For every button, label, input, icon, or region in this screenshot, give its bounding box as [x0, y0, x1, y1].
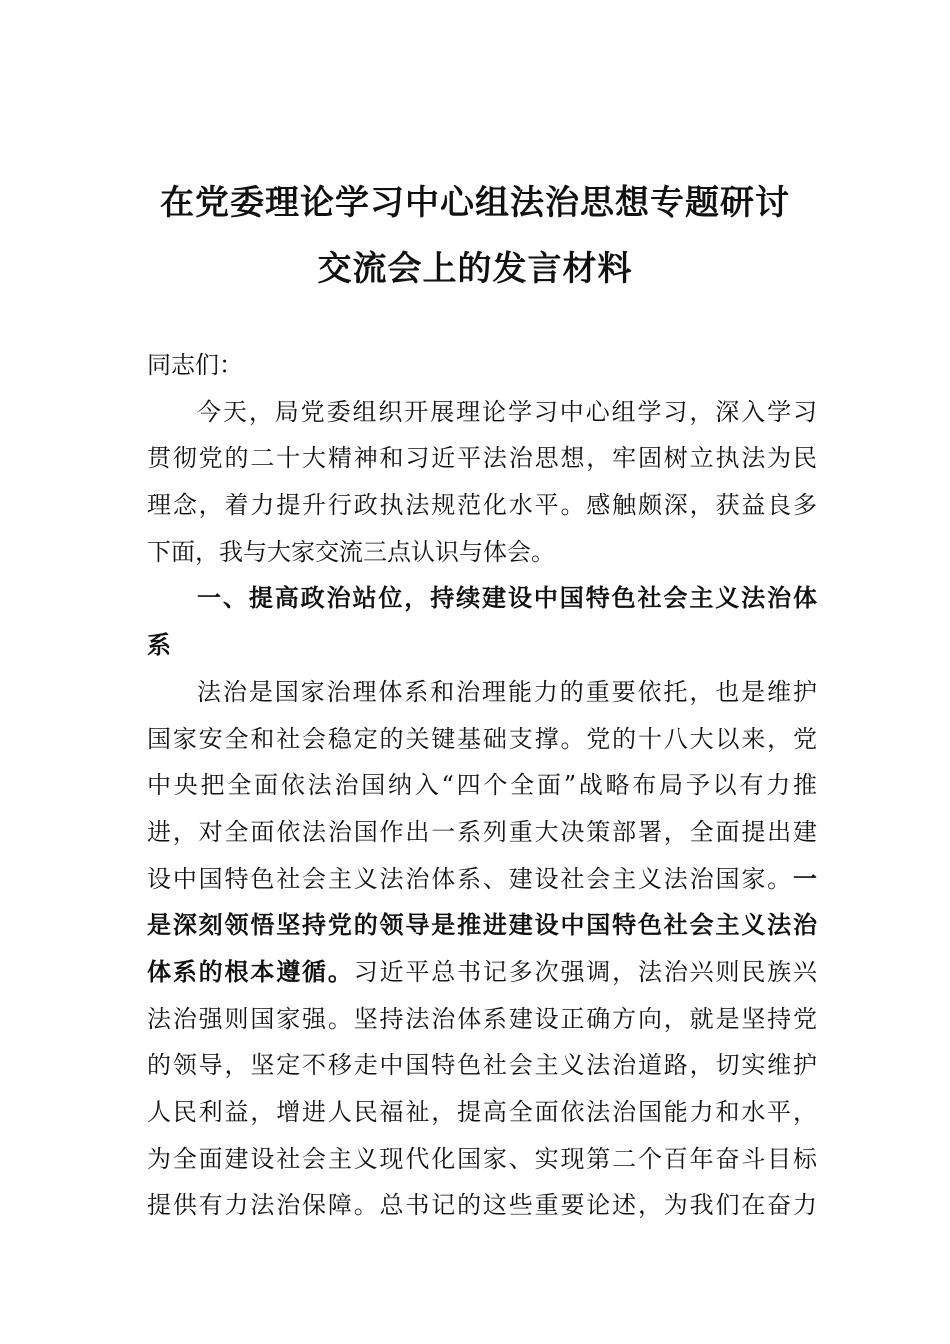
paragraph-2-line-6-bold: 是深刻领悟坚持党的领导是推进建设中国特色社会主义法治: [147, 911, 817, 940]
paragraph-2-line-3: 中央把全面依法治国纳入“四个全面”战略布局予以有力推: [147, 771, 817, 800]
document-body: [147, 342, 817, 1229]
section-heading-1-line-2: 系: [147, 631, 171, 660]
paragraph-2-line-4: 进，对全面依法治国作出一系列重大决策部署，全面提出建: [147, 817, 817, 846]
paragraph-2-line-5-text: 设中国特色社会主义法治体系、建设社会主义法治国家。: [147, 864, 793, 893]
paragraph-2-line-1: 法治是国家治理体系和治理能力的重要依托，也是维护: [197, 677, 817, 706]
paragraph-2-line-8: 法治强则国家强。坚持法治体系建设正确方向，就是坚持党: [147, 1004, 817, 1033]
document-title-line-1: 在党委理论学习中心组法治思想专题研讨: [160, 183, 790, 223]
paragraph-2-line-12: 提供有力法治保障。总书记的这些重要论述，为我们在奋力: [147, 1191, 817, 1220]
paragraph-2-line-5-bold: 一: [793, 864, 817, 893]
paragraph-1-line-2: 贯彻党的二十大精神和习近平法治思想，牢固树立执法为民: [147, 444, 817, 473]
paragraph-2-line-10: 人民利益，增进人民福祉，提高全面依法治国能力和水平，: [147, 1098, 817, 1126]
paragraph-2-line-9: 的领导，坚定不移走中国特色社会主义法治道路，切实维护: [147, 1051, 817, 1080]
document-title-line-2: 交流会上的发言材料: [317, 249, 633, 289]
salutation: 同志们：: [147, 351, 243, 379]
paragraph-2-line-7: [147, 949, 817, 996]
paragraph-2-line-11: 为全面建设社会主义现代化国家、实现第二个百年奋斗目标: [147, 1144, 817, 1173]
paragraph-2-line-7-bold: 体系的根本遵循。: [147, 957, 354, 986]
paragraph-2-line-7-text: 习近平总书记多次强调，法治兴则民族兴: [353, 957, 818, 986]
section-heading-1-line-1: 一、提高政治站位，持续建设中国特色社会主义法治体: [197, 584, 817, 613]
paragraph-1-line-4: 下面，我与大家交流三点认识与体会。: [147, 537, 555, 566]
paragraph-1-line-1: 今天，局党委组织开展理论学习中心组学习，深入学习: [197, 397, 817, 426]
paragraph-2-line-2: 国家安全和社会稳定的关键基础支撑。党的十八大以来，党: [147, 724, 817, 753]
paragraph-1-line-3: 理念，着力提升行政执法规范化水平。感触颇深，获益良多: [147, 491, 817, 520]
paragraph-2-line-5: [147, 856, 817, 903]
